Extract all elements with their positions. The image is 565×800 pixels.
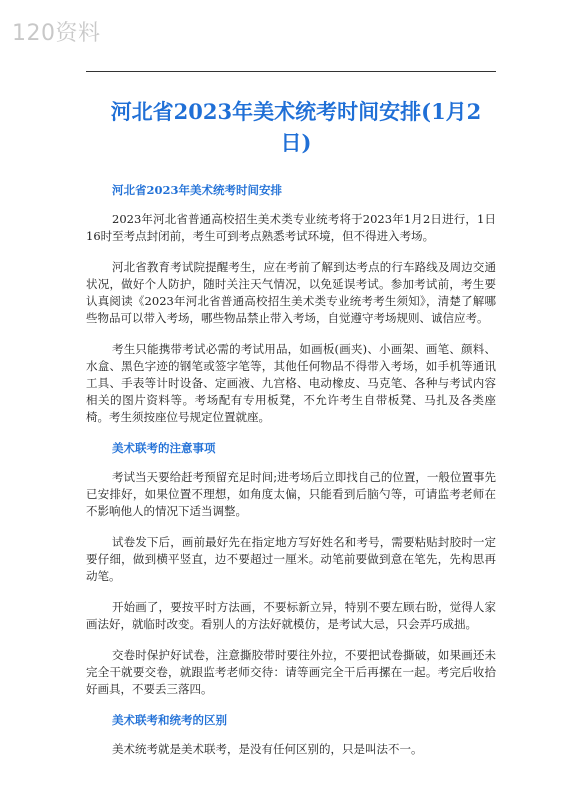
section-heading-notes: 美术联考的注意事项 (112, 441, 216, 455)
paragraph: 交卷时保护好试卷，注意撕胶带时要往外拉，不要把试卷撕破，如果画还未完全干就要交卷，就跟监考老师交待：请等画完全干后再摞在一起。考完后收拾好画具，不要丢三落四。 (86, 648, 496, 696)
section-heading-difference: 美术联考和统考的区别 (112, 713, 227, 727)
paragraph: 考生只能携带考试必需的考试用品，如画板(画夹)、小画架、画笔、颜料、水盒、黑色字迹的钢笔或签字笔等，其他任何物品不得带入考场，如手机等通讯工具、手表等计时设备、定画液、九宫格、电动橡皮、马克笔、各种与考试内容相关的图片资料等。考场配有专用板凳，不允许考生自带板凳、马扎及各类座椅。考生须按座位号规定位置就座。 (86, 342, 496, 424)
document-body (86, 182, 496, 772)
paragraph: 河北省教育考试院提醒考生，应在考前了解到达考点的行车路线及周边交通状况，做好个人防护，随时关注天气情况，以免延误考试。参加考试前，考生要认真阅读《2023年河北省普通高校招生美术类专业统考考生须知》，清楚了解哪些物品可以带入考场，哪些物品禁止带入考场，自觉遵守考场规则、诚信应考。 (86, 260, 496, 325)
paragraph: 美术统考就是美术联考，是没有任何区别的，只是叫法不一。 (112, 742, 423, 756)
paragraph: 开始画了，要按平时方法画，不要标新立异，特别不要左顾右盼，觉得人家画法好，就临时改变。看别人的方法好就模仿，是考试大忌，只会弄巧成拙。 (86, 600, 496, 631)
paragraph: 考试当天要给赶考预留充足时间;进考场后立即找自己的位置，一般位置事先已安排好，如果位置不理想，如角度太偏，只能看到后脑勺等，可请监考老师在不影响他人的情况下适当调整。 (86, 470, 496, 518)
document-title: 河北省2023年美术统考时间安排(1月2日) (110, 99, 482, 155)
header-rule (86, 71, 496, 72)
watermark-logo: 120资料 (12, 21, 101, 46)
section-heading-schedule: 河北省2023年美术统考时间安排 (112, 183, 283, 197)
paragraph: 试卷发下后，画前最好先在指定地方写好姓名和考号，需要粘贴封胶时一定要仔细，做到横平竖直，边不要超过一厘米。动笔前要做到意在笔先，先构思再动笔。 (86, 535, 496, 583)
paragraph: 2023年河北省普通高校招生美术类专业统考将于2023年1月2日进行，1日16时至考点封闭前，考生可到考点熟悉考试环境，但不得进入考场。 (86, 212, 496, 243)
